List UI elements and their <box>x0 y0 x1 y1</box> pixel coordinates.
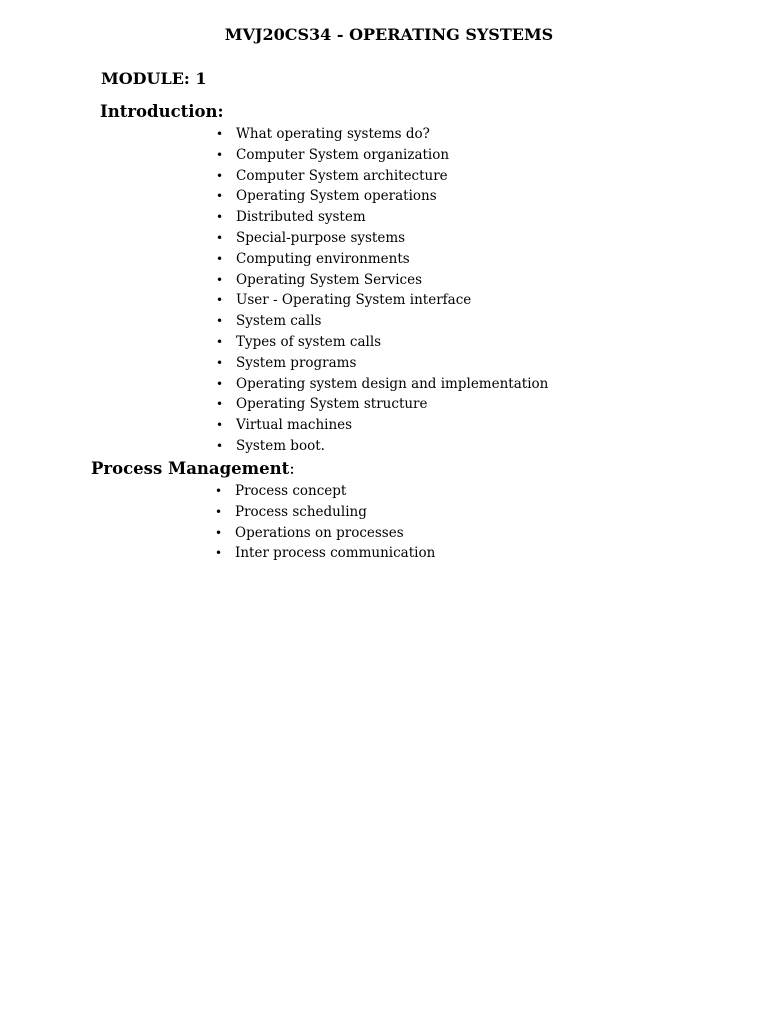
bullet-icon: • <box>215 546 223 561</box>
list-item <box>216 436 548 457</box>
list-item-text: Special-purpose systems <box>236 229 406 246</box>
list-item-text: System programs <box>236 354 357 371</box>
list-item-text: Operating System operations <box>236 188 437 205</box>
list-item-text: Operating system design and implementation <box>236 375 549 392</box>
bullet-icon: • <box>216 355 224 370</box>
bullet-icon: • <box>216 168 224 183</box>
bullet-icon: • <box>216 376 224 391</box>
list-item <box>215 523 435 544</box>
list-item <box>216 374 549 395</box>
list-item-text: User - Operating System interface <box>236 292 472 309</box>
list-item <box>216 415 548 436</box>
heading-colon: : <box>289 459 295 478</box>
list-item <box>216 124 548 145</box>
process-management-topic-list <box>215 481 436 564</box>
list-item <box>215 481 435 502</box>
list-item-text: Operating System Services <box>236 271 422 288</box>
list-item-text: System calls <box>236 313 322 330</box>
list-item <box>216 270 548 291</box>
process-management-heading-text: Process Management <box>91 459 290 478</box>
process-management-heading <box>91 458 295 480</box>
list-item <box>216 145 548 166</box>
list-item-text: Virtual machines <box>236 417 353 434</box>
list-item <box>216 311 548 332</box>
document-title: MVJ20CS34 - OPERATING SYSTEMS <box>224 25 554 44</box>
list-item-text: System boot. <box>236 437 325 454</box>
list-item <box>216 249 548 270</box>
list-item <box>216 394 548 415</box>
bullet-icon: • <box>215 484 223 498</box>
list-item-text: Types of system calls <box>236 333 382 350</box>
module-label: MODULE: 1 <box>101 69 207 88</box>
bullet-icon: • <box>215 525 223 540</box>
list-item-text: Computing environments <box>236 250 410 267</box>
list-item <box>216 353 548 374</box>
bullet-icon: • <box>216 438 224 453</box>
bullet-icon: • <box>216 127 224 141</box>
bullet-icon: • <box>216 230 224 245</box>
list-item-text: Computer System architecture <box>236 167 448 184</box>
list-item <box>216 207 548 228</box>
bullet-icon: • <box>216 397 224 412</box>
bullet-icon: • <box>216 272 224 287</box>
list-item-text: Process concept <box>235 483 347 499</box>
bullet-icon: • <box>216 189 224 204</box>
introduction-heading: Introduction: <box>100 102 224 121</box>
list-item-text: Computer System organization <box>236 146 450 163</box>
bullet-icon: • <box>216 147 224 162</box>
list-item-text: Operating System structure <box>236 396 428 413</box>
list-item <box>216 228 548 249</box>
introduction-topic-list <box>216 124 549 457</box>
bullet-icon: • <box>216 293 224 308</box>
list-item <box>216 166 548 187</box>
bullet-icon: • <box>215 504 223 519</box>
bullet-icon: • <box>216 418 224 433</box>
list-item-text: Distributed system <box>236 209 366 226</box>
list-item-text: Process scheduling <box>235 503 367 520</box>
bullet-icon: • <box>216 314 224 329</box>
list-item-text: Operations on processes <box>235 524 404 541</box>
bullet-icon: • <box>216 334 224 349</box>
list-item-text: Inter process communication <box>235 545 436 562</box>
list-item <box>215 502 435 523</box>
bullet-icon: • <box>216 210 224 225</box>
list-item-text: What operating systems do? <box>236 126 430 142</box>
list-item <box>216 186 548 207</box>
list-item <box>216 290 548 311</box>
bullet-icon: • <box>216 251 224 266</box>
list-item <box>215 543 436 564</box>
list-item <box>216 332 548 353</box>
